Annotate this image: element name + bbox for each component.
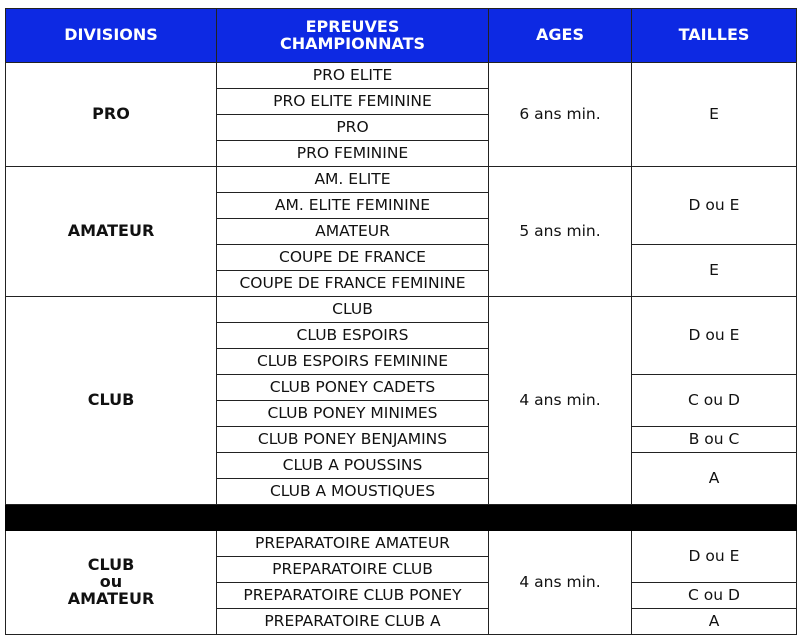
table-row [6, 297, 797, 323]
separator-bar [6, 505, 797, 531]
header-divisions: DIVISIONS [6, 9, 217, 63]
separator-row [6, 505, 797, 531]
epreuve-cell: PRO [217, 115, 489, 141]
epreuve-cell: COUPE DE FRANCE [217, 245, 489, 271]
header-epreuves [217, 9, 489, 63]
epreuve-cell: CLUB A MOUSTIQUES [217, 479, 489, 505]
division-amateur: AMATEUR [6, 167, 217, 297]
header-ages: AGES [489, 9, 632, 63]
division-club-ou-amateur-line2: ou [99, 572, 123, 592]
taille-club-ou-amateur-1: D ou E [632, 531, 797, 583]
taille-club-2: C ou D [632, 375, 797, 427]
epreuve-cell: CLUB PONEY BENJAMINS [217, 427, 489, 453]
epreuve-cell: CLUB PONEY MINIMES [217, 401, 489, 427]
division-club-ou-amateur-line3: AMATEUR [67, 588, 155, 608]
taille-club-3: B ou C [632, 427, 797, 453]
division-club-ou-amateur-line1: CLUB [87, 555, 135, 575]
epreuve-cell: CLUB PONEY CADETS [217, 375, 489, 401]
header-epreuves-line1: EPREUVES [305, 16, 400, 36]
epreuve-cell: PRO ELITE FEMININE [217, 89, 489, 115]
epreuve-cell: PREPARATOIRE AMATEUR [217, 531, 489, 557]
taille-amateur-2: E [632, 245, 797, 297]
epreuve-cell: AM. ELITE FEMININE [217, 193, 489, 219]
divisions-table [5, 8, 797, 635]
epreuve-cell: CLUB A POUSSINS [217, 453, 489, 479]
epreuve-cell: PREPARATOIRE CLUB A [217, 609, 489, 635]
epreuve-cell: PREPARATOIRE CLUB [217, 557, 489, 583]
table-row [6, 531, 797, 557]
header-tailles: TAILLES [632, 9, 797, 63]
taille-club-ou-amateur-2: C ou D [632, 583, 797, 609]
epreuve-cell: CLUB ESPOIRS [217, 323, 489, 349]
taille-club-1: D ou E [632, 297, 797, 375]
epreuve-cell: AMATEUR [217, 219, 489, 245]
epreuve-cell: PRO FEMININE [217, 141, 489, 167]
epreuve-cell: AM. ELITE [217, 167, 489, 193]
age-club-ou-amateur: 4 ans min. [489, 531, 632, 635]
division-club: CLUB [6, 297, 217, 505]
header-epreuves-line2: CHAMPIONNATS [279, 33, 426, 53]
taille-club-4: A [632, 453, 797, 505]
table-row [6, 167, 797, 193]
table-row [6, 63, 797, 89]
age-club: 4 ans min. [489, 297, 632, 505]
age-amateur: 5 ans min. [489, 167, 632, 297]
division-club-ou-amateur [6, 531, 217, 635]
taille-amateur-1: D ou E [632, 167, 797, 245]
epreuve-cell: CLUB [217, 297, 489, 323]
epreuve-cell: PRO ELITE [217, 63, 489, 89]
epreuve-cell: COUPE DE FRANCE FEMININE [217, 271, 489, 297]
header-row [6, 9, 797, 63]
epreuve-cell: CLUB ESPOIRS FEMININE [217, 349, 489, 375]
epreuve-cell: PREPARATOIRE CLUB PONEY [217, 583, 489, 609]
division-pro: PRO [6, 63, 217, 167]
age-pro: 6 ans min. [489, 63, 632, 167]
taille-club-ou-amateur-3: A [632, 609, 797, 635]
taille-pro: E [632, 63, 797, 167]
